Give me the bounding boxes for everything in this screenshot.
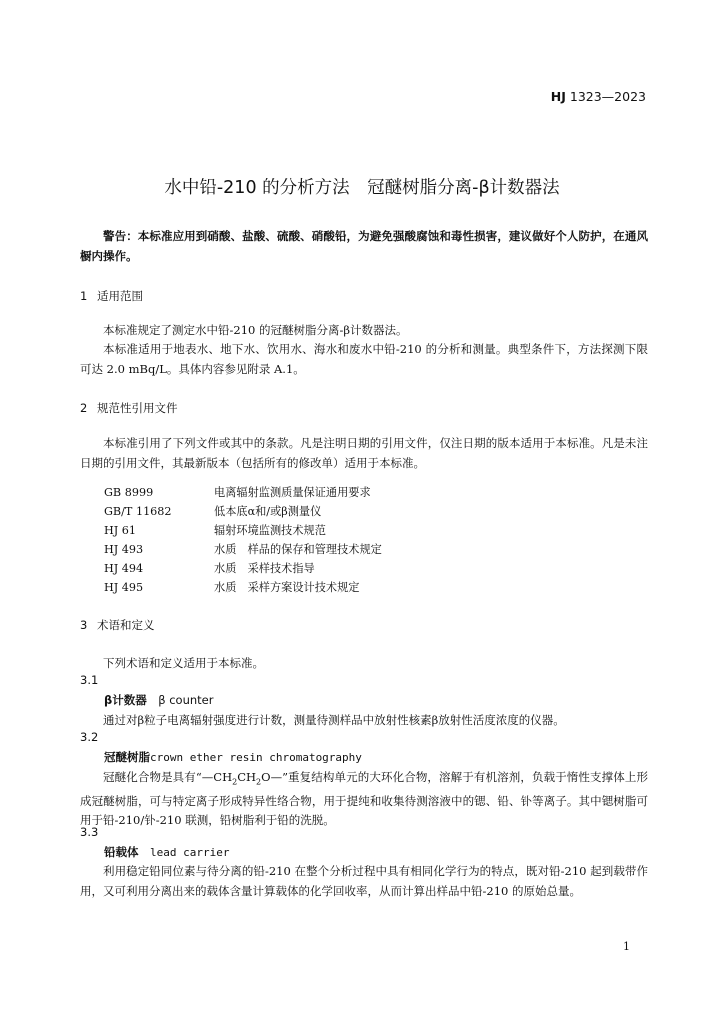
term-definition-3-2: 冠醚化合物是具有“$—CH_2CH_2O—$”重复结构单元的大环化合物，溶解于有机溶剂，负载于惰性支撑体上形成冠醚树脂，可与特定离子形成特异性络合物，用于提纯和收集待测溶液中的锶、铅、钋等离子。其中锶树脂可用于铅-210/钋-210 联测，铅树脂利于铅的洗脱。 [80,770,648,828]
term-number-3-1: 3.1 [80,673,99,687]
reference-item: GB/T 11682 低本底α和/或β测量仪 [104,505,322,518]
term-heading-3-3: 铅载体 lead carrier [104,845,230,859]
scope-paragraph-2: 本标准适用于地表水、地下水、饮用水、海水和废水中铅-210 的分析和测量。典型条件下，方法探测下限可达 2.0 mBq/L。具体内容参见附录 A.1。 [80,342,648,376]
reference-item: HJ 494 水质 采样技术指导 [104,562,315,575]
page-title: 水中铅-210 的分析方法 冠醚树脂分离-β计数器法 [164,178,560,198]
reference-item: HJ 493 水质 样品的保存和管理技术规定 [104,543,382,556]
term-number-3-3: 3.3 [80,825,99,839]
reference-item: HJ 61 辐射环境监测技术规范 [104,524,326,537]
reference-item: HJ 495 水质 采样方案设计技术规定 [104,581,360,594]
references-intro: 本标准引用了下列文件或其中的条款。凡是注明日期的引用文件，仅注日期的版本适用于本标准。凡是未注日期的引用文件，其最新版本（包括所有的修改单）适用于本标准。 [80,436,648,470]
page-number: 1 [623,940,630,953]
warning-paragraph: 警告：本标准应用到硝酸、盐酸、硫酸、硝酸铅，为避免强酸腐蚀和毒性损害，建议做好个人防护，在通风橱内操作。 [80,229,648,263]
section-heading-2: 2 规范性引用文件 [80,401,178,415]
terms-intro: 下列术语和定义适用于本标准。 [103,656,264,670]
term-heading-3-2: 冠醚树脂crown ether resin chromatography [104,750,362,764]
term-definition-3-3: 利用稳定铅同位素与待分离的铅-210 在整个分析过程中具有相同化学行为的特点，既对铅-210 起到载带作用，又可利用分离出来的载体含量计算载体的化学回收率，从而计算出样品中铅-210 的原始总量。 [80,864,648,898]
section-heading-3: 3 术语和定义 [80,618,155,632]
term-heading-3-1: β计数器 β counter [104,693,214,707]
standard-code: HJ 1323—2023 [550,89,646,104]
section-heading-1: 1 适用范围 [80,289,143,303]
scope-paragraph-1: 本标准规定了测定水中铅-210 的冠醚树脂分离-β计数器法。 [103,323,408,337]
reference-item: GB 8999 电离辐射监测质量保证通用要求 [104,486,371,499]
term-number-3-2: 3.2 [80,730,99,744]
term-definition-3-1: 通过对β粒子电离辐射强度进行计数，测量待测样品中放射性核素β放射性活度浓度的仪器。 [103,713,565,727]
